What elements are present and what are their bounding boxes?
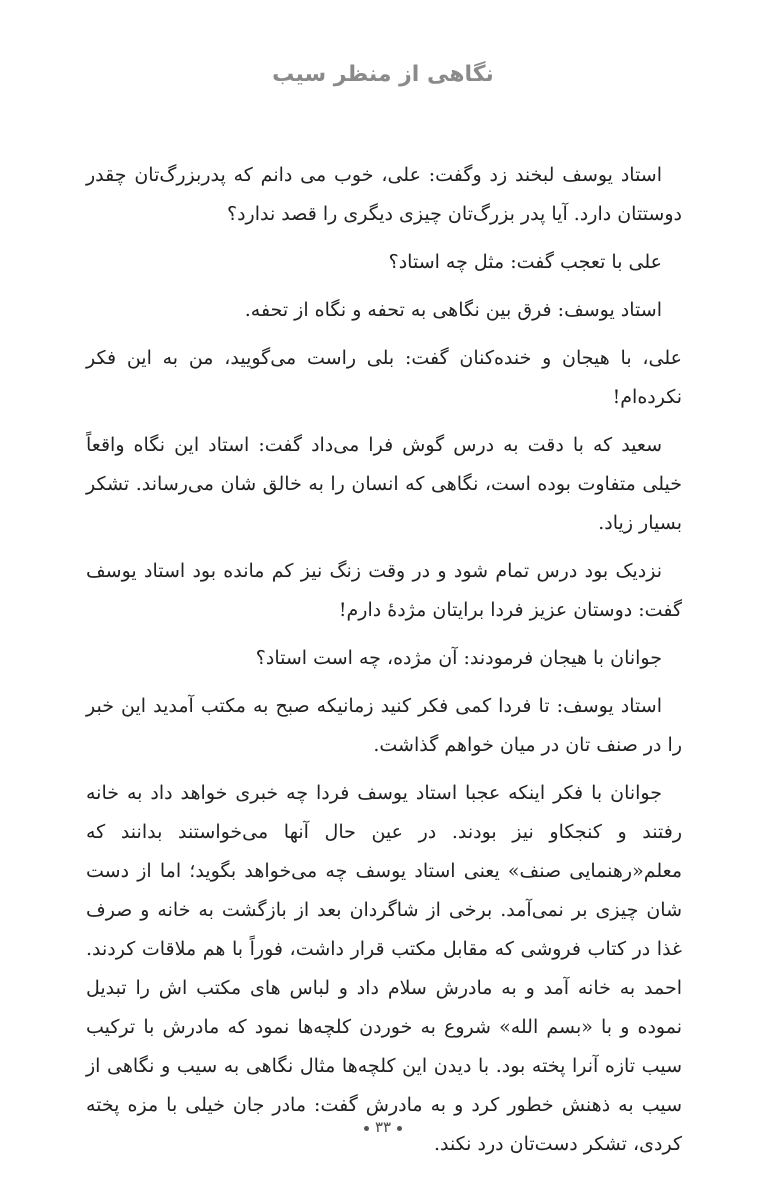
paragraph: جوانان با هیجان فرمودند: آن مژده، چه است استاد؟ [255, 647, 662, 669]
paragraph: جوانان با فکر اینکه عجبا استاد یوسف فردا چه خبری خواهد داد به خانه رفتند و کنجکاو نیز بودند. در عین حال آنها می‌خواستند بدانند که معلم«رهنمایی صنف» یعنی استاد یوسف چه می‌خواهد بگوید؛ اما از دست شان چیزی بر نمی‌آمد. برخی از شاگردان بعد از بازگشت به خانه و صرف غذا در کتاب فروشی که مقابل مکتب قرار داشت، فوراً با هم ملاقات کردند. احمد به خانه آمد و به مادرش سلام داد و لباس های مکتب اش را تبدیل نموده و با «بسم الله» شروع به خوردن کلچه‌ها نمود که مادرش با ترکیب سیب تازه آنرا پخته بود. با دیدن این کلچه‌ها مثال نگاهی به سیب و نگاهی از سیب به ذهنش خطور کرد و به مادرش گفت: مادر جان خیلی با مزه پخته کردی، تشکر دست‌تان درد نکند. [86, 782, 682, 1155]
running-title: نگاهی از منظر سیب [272, 62, 494, 87]
paragraph: علی، با هیجان و خنده‌کنان گفت: بلی راست می‌گویید، من به این فکر نکرده‌ام! [86, 347, 682, 408]
bullet-dot-icon [364, 1126, 369, 1131]
paragraph: استاد یوسف لبخند زد وگفت: علی، خوب می دانم که پدربزرگ‌تان چقدر دوستتان دارد. آیا پدر بزرگ‌تان چیزی دیگری را قصد ندارد؟ [86, 164, 682, 225]
page-number-text: ۳۳ [374, 1118, 392, 1136]
paragraph: سعید که با دقت به درس گوش فرا می‌داد گفت: استاد این نگاه واقعاً خیلی متفاوت بوده است، نگاهی که انسان را به خالق شان می‌رساند. تشکر بسیار زیاد. [86, 434, 682, 534]
paragraph: استاد یوسف: تا فردا کمی فکر کنید زمانیکه صبح به مکتب آمدید این خبر را در صنف تان در میان خواهم گذاشت. [86, 695, 682, 756]
paragraph: علی با تعجب گفت: مثل چه استاد؟ [388, 251, 662, 273]
body-text [86, 156, 682, 1173]
paragraph: نزدیک بود درس تمام شود و در وقت زنگ نیز کم مانده بود استاد یوسف گفت: دوستان عزیز فردا برایتان مژدهٔ دارم! [86, 560, 682, 621]
bullet-dot-icon [397, 1126, 402, 1131]
page-number [0, 1118, 766, 1136]
paragraph: استاد یوسف: فرق بین نگاهی به تحفه و نگاه از تحفه. [244, 299, 662, 321]
